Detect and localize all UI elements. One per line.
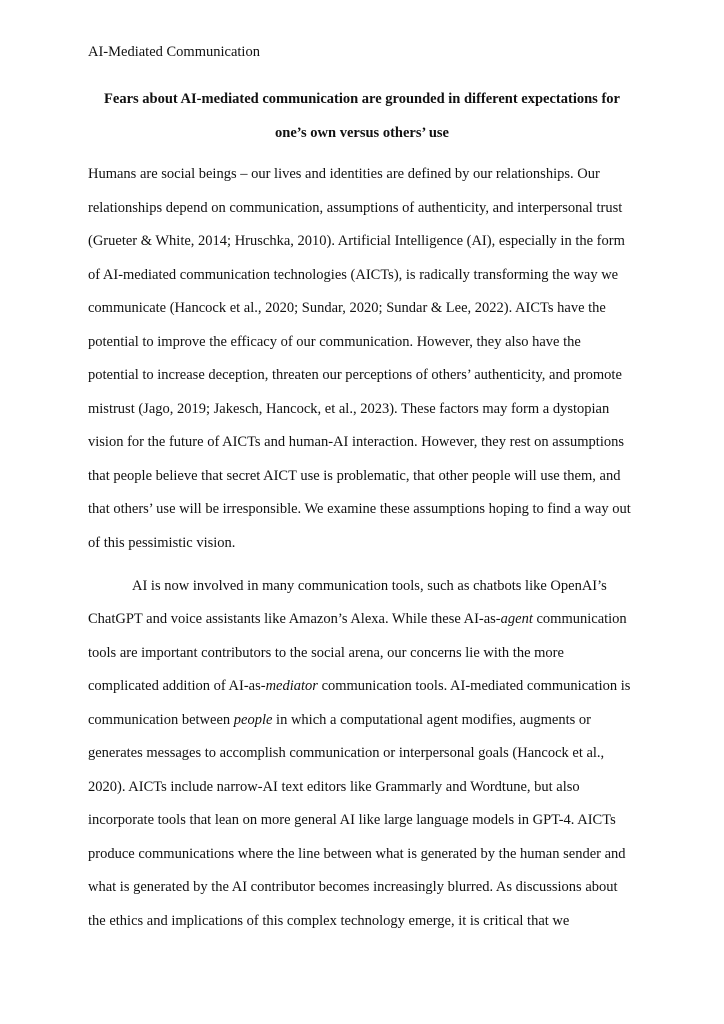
paragraph-line: communicate (Hancock et al., 2020; Sundar, 2020; Sundar & Lee, 2022). AICTs have the: [88, 300, 606, 316]
emphasis-text: agent: [500, 611, 533, 627]
text-run: communication: [532, 611, 627, 627]
text-run: communication between: [88, 712, 234, 728]
paragraph-line: potential to increase deception, threaten our perceptions of others’ authenticity, and promote: [88, 367, 622, 383]
paragraph-line: mistrust (Jago, 2019; Jakesch, Hancock, et al., 2023). These factors may form a dystopian: [88, 401, 610, 417]
paragraph-line: 2020). AICTs include narrow-AI text editors like Grammarly and Wordtune, but also: [88, 779, 580, 795]
paragraph-line: what is generated by the AI contributor becomes increasingly blurred. As discussions about: [88, 879, 618, 895]
paragraph-line: vision for the future of AICTs and human-AI interaction. However, they rest on assumptions: [88, 434, 624, 450]
running-head: AI-Mediated Communication: [88, 44, 260, 60]
text-run: complicated addition of AI-as-: [88, 678, 266, 694]
paragraph-line: the ethics and implications of this complex technology emerge, it is critical that we: [88, 913, 570, 929]
paragraph-line: [88, 677, 630, 695]
paragraph-line: of this pessimistic vision.: [88, 535, 236, 551]
text-run: ChatGPT and voice assistants like Amazon’s Alexa. While these AI-as-: [88, 611, 501, 627]
paragraph-line: relationships depend on communication, assumptions of authenticity, and interpersonal trust: [88, 200, 623, 216]
paragraph-line: tools are important contributors to the social arena, our concerns lie with the more: [88, 645, 564, 661]
emphasis-text: mediator: [265, 678, 318, 694]
title-line-2: one’s own versus others’ use: [275, 125, 449, 141]
paragraph-line: [88, 711, 591, 729]
paragraph-line: (Grueter & White, 2014; Hruschka, 2010). Artificial Intelligence (AI), especially in the form: [88, 233, 625, 249]
paragraph-line: Humans are social beings – our lives and identities are defined by our relationships. Our: [88, 166, 600, 182]
text-run: communication tools. AI-mediated communication is: [317, 678, 631, 694]
paragraph-line: that people believe that secret AICT use is problematic, that other people will use them, and: [88, 468, 621, 484]
paragraph-line: generates messages to accomplish communication or interpersonal goals (Hancock et al.,: [88, 745, 605, 761]
paragraph-line: AI is now involved in many communication tools, such as chatbots like OpenAI’s: [132, 578, 607, 594]
title-line-1: Fears about AI-mediated communication are grounded in different expectations for: [104, 91, 620, 107]
text-run: in which a computational agent modifies, augments or: [272, 712, 591, 728]
paragraph-line: of AI-mediated communication technologies (AICTs), is radically transforming the way we: [88, 267, 619, 283]
emphasis-text: people: [233, 712, 273, 728]
paragraph-line: that others’ use will be irresponsible. We examine these assumptions hoping to find a way out: [88, 501, 631, 517]
paragraph-line: produce communications where the line between what is generated by the human sender and: [88, 846, 626, 862]
paragraph-line: [88, 610, 627, 628]
paragraph-line: potential to improve the efficacy of our communication. However, they also have the: [88, 334, 581, 350]
paragraph-line: incorporate tools that lean on more general AI like large language models in GPT-4. AICTs: [88, 812, 616, 828]
